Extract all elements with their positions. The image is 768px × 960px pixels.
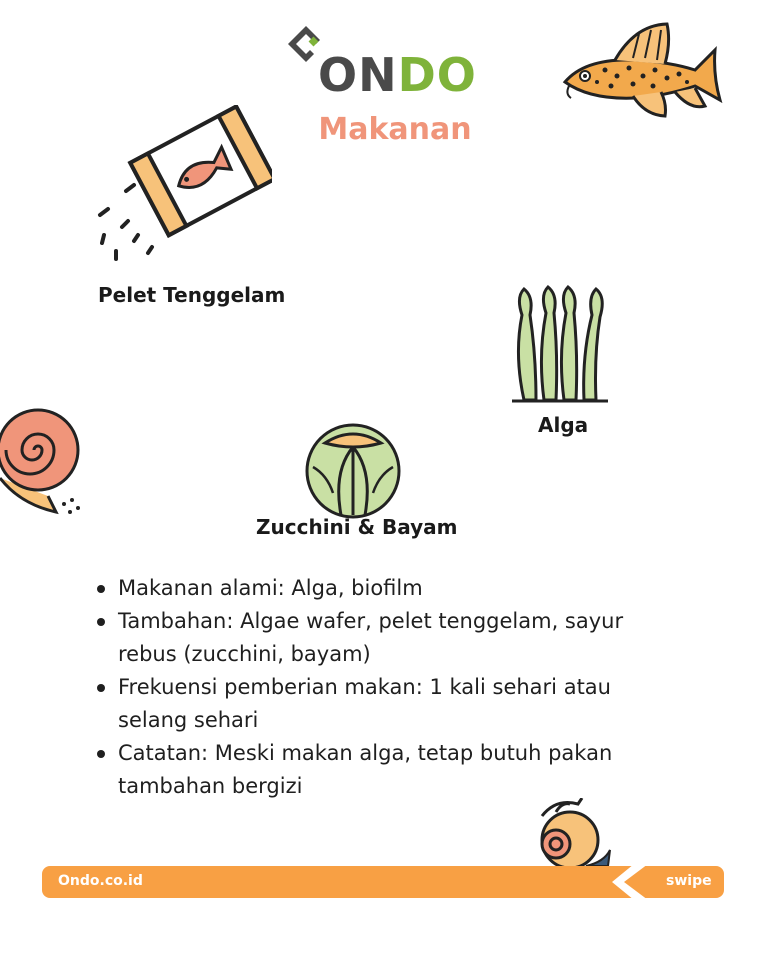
- item-label-zucchini: Zucchini & Bayam: [256, 515, 458, 539]
- list-item: Tambahan: Algae wafer, pelet tenggelam, sayur rebus (zucchini, bayam): [94, 605, 674, 671]
- item-label-pelet: Pelet Tenggelam: [98, 283, 286, 307]
- page-title: Makanan: [318, 112, 472, 147]
- cabbage-icon: [303, 421, 403, 519]
- logo-text: ONDO: [318, 48, 477, 102]
- swipe-button[interactable]: swipe: [666, 873, 712, 889]
- small-snail-icon: [526, 798, 616, 868]
- brand-logo: [288, 22, 488, 102]
- list-item: Catatan: Meski makan alga, tetap butuh pakan tambahan bergizi: [94, 737, 674, 803]
- fish-food-packet-icon: [92, 105, 272, 270]
- pleco-fish-icon: [555, 20, 725, 120]
- snail-icon: [0, 404, 84, 522]
- chevron-left-icon: [610, 862, 650, 902]
- algae-icon: [508, 285, 618, 405]
- list-item: Frekuensi pemberian makan: 1 kali sehari atau selang sehari: [94, 671, 674, 737]
- list-item: Makanan alami: Alga, biofilm: [94, 572, 674, 605]
- info-list: [94, 572, 674, 803]
- footer-site-link[interactable]: Ondo.co.id: [58, 873, 143, 889]
- item-label-alga: Alga: [538, 413, 589, 437]
